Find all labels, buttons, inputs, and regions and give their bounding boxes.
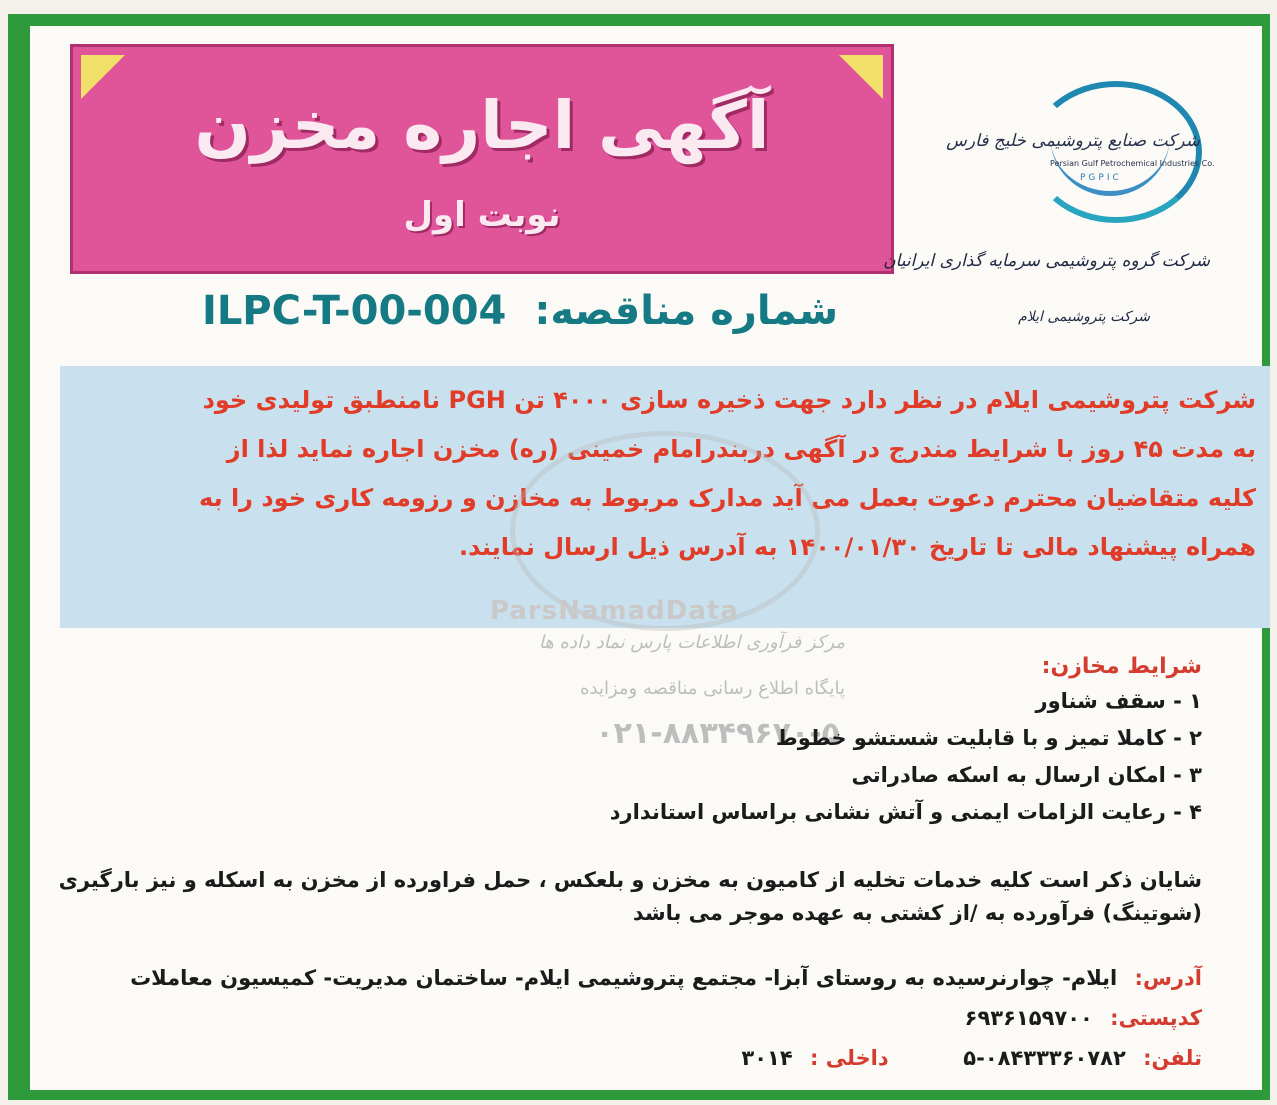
ext-label: داخلی : [810,1046,889,1070]
phone-row [12,1038,1202,1078]
condition-item: ۴ - رعایت الزامات ایمنی و آتش نشانی براساس استاندارد [609,800,1202,824]
watermark-phone: ۰۲۱-۸۸۳۴۹۶۷۰-۵ [595,716,840,751]
address-value: ایلام- چوارنرسیده به روستای آبزا- مجتمع پتروشیمی ایلام- ساختمان مدیریت- کمیسیون معاملات [130,966,1118,990]
contact-section [12,958,1202,1078]
postal-row [12,998,1202,1038]
ext-value: ۳۰۱۴ [741,1046,793,1070]
phone-label: تلفن: [1143,1046,1202,1070]
green-frame [8,14,1270,1100]
address-row [12,958,1202,998]
company-logo-block [883,81,1250,341]
group-name: شرکت گروه پتروشیمی سرمایه گذاری ایرانیان [883,251,1210,271]
tender-label: شماره مناقصه: [534,288,839,334]
tender-number-line [170,288,870,334]
postal-label: کدپستی: [1110,1006,1202,1030]
ad-subtitle: نوبت اول [403,195,561,235]
address-label: آدرس: [1134,966,1202,990]
condition-item: ۲ - کاملا تمیز و با قابلیت شستشو خطوط [775,726,1202,750]
announcement-line: کلیه متقاضیان محترم دعوت بعمل می آید مدارک مربوط به مخازن و رزومه کاری خود را به [199,484,1256,512]
note-section [12,864,1202,930]
ad-title: آگهی اجاره مخزن [194,87,770,164]
sub-company-name: شرکت پتروشیمی ایلام [1018,309,1150,325]
watermark-line1: مرکز فرآوری اطلاعات پارس نماد داده ها [538,632,845,653]
postal-value: ۶۹۳۶۱۵۹۷۰۰ [964,1006,1093,1030]
announcement-line: شرکت پتروشیمی ایلام در نظر دارد جهت ذخیره سازی ۴۰۰۰ تن PGH نامنطبق تولیدی خود [202,386,1256,414]
watermark-line2: پایگاه اطلاع رسانی مناقصه ومزایده [580,678,845,699]
phone-value: ۰۸۴۳۳۳۶۰۷۸۲-۵ [963,1046,1126,1070]
logo-company-name: شرکت صنایع پتروشیمی خلیج فارس [946,131,1200,151]
announcement-line: به مدت ۴۵ روز با شرایط مندرج در آگهی دربندرامام خمینی (ره) مخزن اجاره نماید لذا از [226,435,1256,463]
conditions-section [12,654,1202,831]
condition-item: ۳ - امکان ارسال به اسکه صادراتی [851,763,1202,787]
announcement-line: همراه پیشنهاد مالی تا تاریخ ۱۴۰۰/۰۱/۳۰ به آدرس ذیل ارسال نمایند. [458,533,1256,561]
advert-body [30,26,1262,1090]
logo-company-name-en: Persian Gulf Petrochemical Industries Co. [1050,159,1215,168]
condition-item: ۱ - سقف شناور [1035,689,1202,713]
logo-abbreviation: PGPIC [1080,173,1122,183]
watermark-brand: ParsNamadData [490,596,739,626]
note-line: شایان ذکر است کلیه خدمات تخلیه از کامیون به مخزن و بلعکس ، حمل فراورده از مخزن به اسکله و نیز بارگیری [58,868,1202,892]
tender-number: ILPC-T-00-004 [201,288,507,334]
note-line: (شوتینگ) فرآورده به /از کشتی به عهده موجر می باشد [632,901,1202,925]
conditions-title: شرایط مخازن: [1041,654,1202,679]
title-banner [70,44,894,274]
